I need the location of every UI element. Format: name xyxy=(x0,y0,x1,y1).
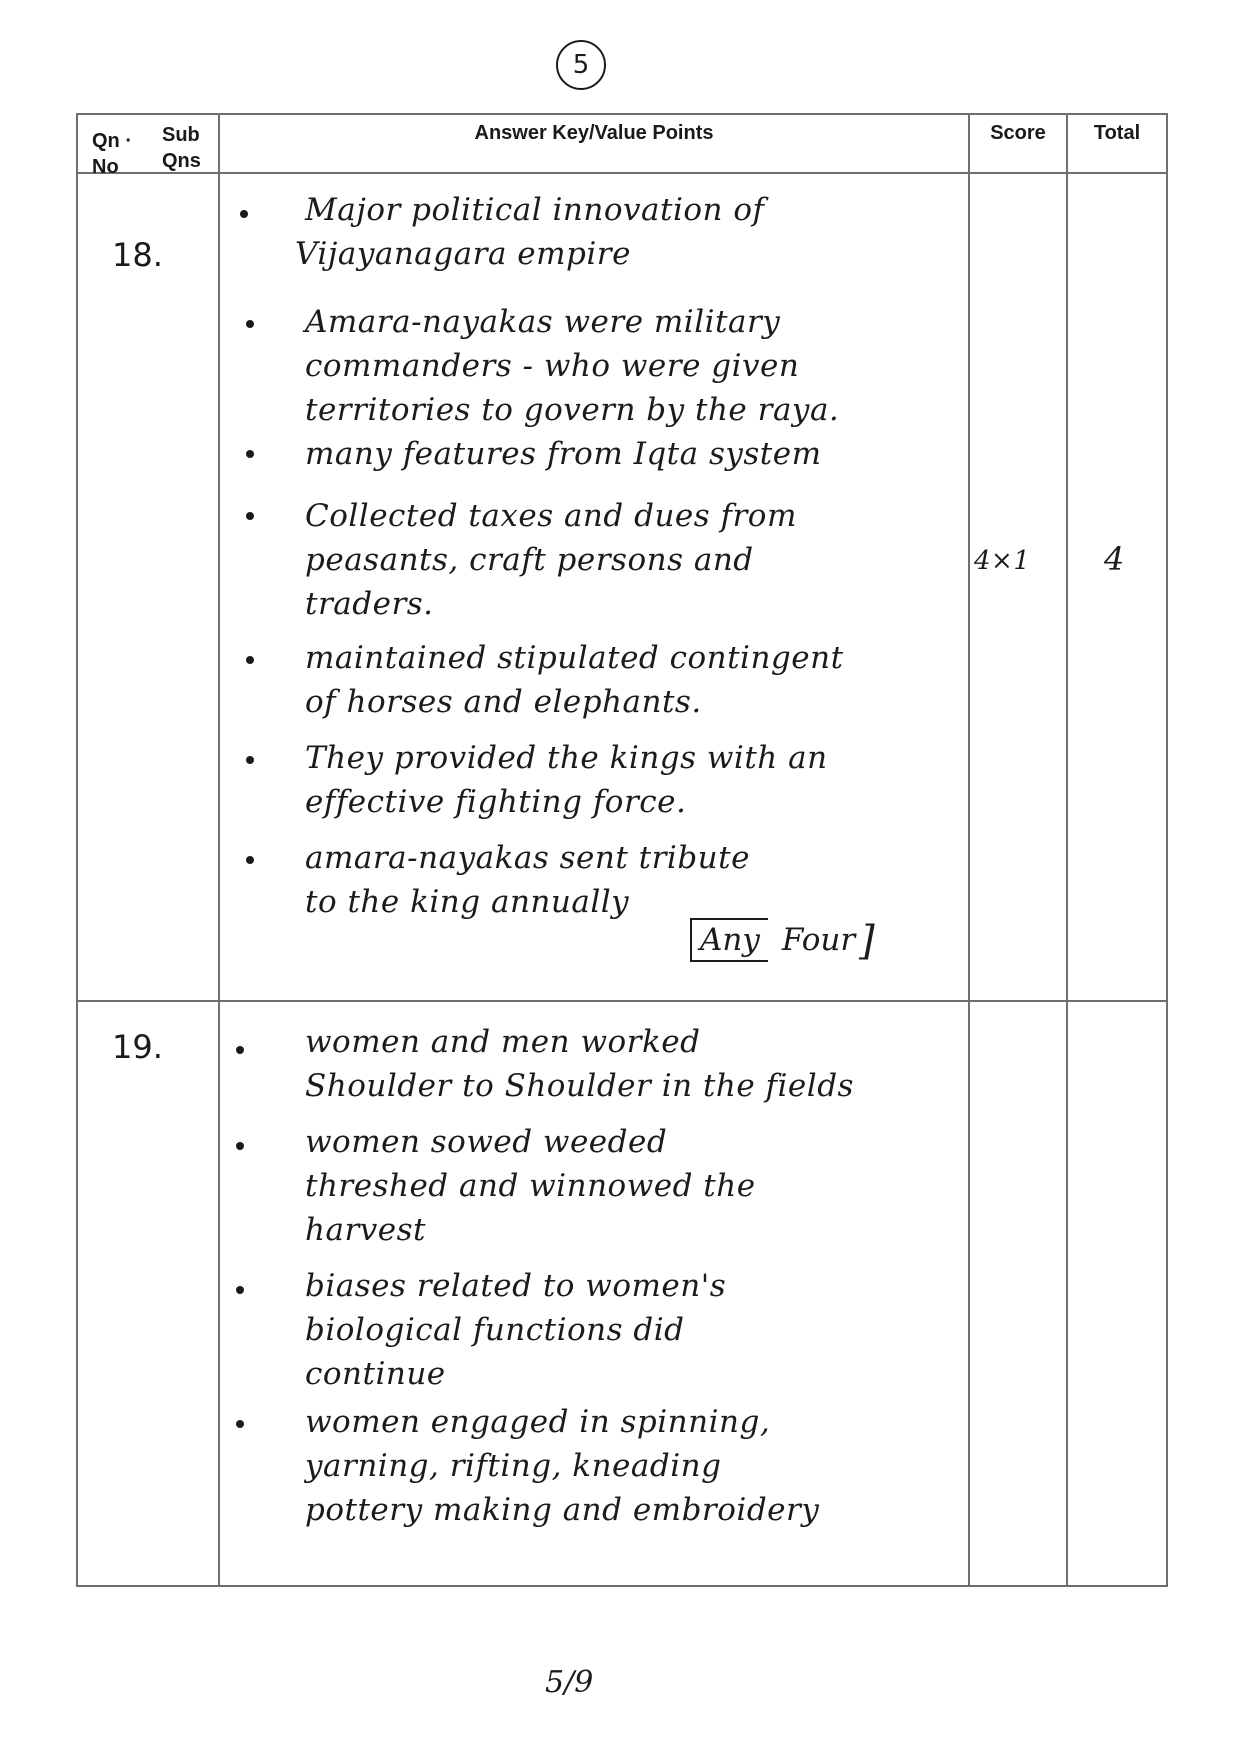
question-number-19: 19. xyxy=(112,1028,163,1066)
answer-line: harvest xyxy=(305,1212,426,1248)
answer-line: biases related to women's xyxy=(305,1268,727,1304)
table-border-bottom xyxy=(76,1585,1168,1587)
page-count-footer: 5/9 xyxy=(545,1665,594,1700)
answer-line: continue xyxy=(305,1356,446,1392)
bullet-icon xyxy=(240,210,248,218)
four-label: Four xyxy=(781,922,856,958)
q19-point xyxy=(305,1120,1025,1252)
page-number-marker: 5 xyxy=(556,40,606,90)
bullet-icon xyxy=(246,856,254,864)
header-sub-qns: Sub Qns xyxy=(162,124,201,172)
bullet-icon xyxy=(236,1420,244,1428)
column-divider-total xyxy=(1066,113,1068,1587)
table-border-top xyxy=(76,113,1168,115)
answer-line: Amara-nayakas were military xyxy=(305,304,781,340)
answer-line: women sowed weeded xyxy=(305,1124,668,1160)
answer-line: many features from Iqta system xyxy=(305,436,822,472)
answer-line: amara-nayakas sent tribute xyxy=(305,840,750,876)
answer-line: to the king annually xyxy=(305,884,630,920)
table-border-right xyxy=(1166,113,1168,1587)
answer-line: maintained stipulated contingent xyxy=(305,640,844,676)
column-divider-sub xyxy=(218,113,220,1587)
answer-line: peasants, craft persons and xyxy=(305,542,754,578)
answer-line: traders. xyxy=(305,586,434,622)
header-answer-key: Answer Key/Value Points xyxy=(474,122,714,144)
q19-point xyxy=(305,1020,1025,1108)
answer-line: Major political innovation of xyxy=(305,192,765,228)
bullet-icon xyxy=(246,320,254,328)
question-number-18: 18. xyxy=(112,236,163,274)
q18-point xyxy=(295,188,1025,276)
header-score: Score xyxy=(990,122,1046,144)
answer-line: threshed and winnowed the xyxy=(305,1168,756,1204)
bullet-icon xyxy=(246,512,254,520)
answer-line: pottery making and embroidery xyxy=(305,1492,820,1528)
answer-line: effective fighting force. xyxy=(305,784,687,820)
table-border-left xyxy=(76,113,78,1587)
answer-line: women engaged in spinning, xyxy=(305,1404,771,1440)
bullet-icon xyxy=(236,1142,244,1150)
answer-line: commanders - who were given xyxy=(305,348,800,384)
q18-point xyxy=(305,736,1025,824)
q18-point xyxy=(305,494,1025,626)
answer-line: women and men worked xyxy=(305,1024,701,1060)
q18-point xyxy=(305,636,1025,724)
q18-point xyxy=(305,432,1025,476)
q18-total: 4 xyxy=(1104,540,1125,578)
bullet-icon xyxy=(236,1286,244,1294)
answer-line: They provided the kings with an xyxy=(305,740,828,776)
header-divider xyxy=(76,172,1168,174)
answer-line: yarning, rifting, kneading xyxy=(305,1448,722,1484)
answer-line: Vijayanagara empire xyxy=(295,236,631,272)
any-four-note xyxy=(690,918,875,964)
bullet-icon xyxy=(246,656,254,664)
q18-point xyxy=(305,300,1025,432)
q18-point xyxy=(305,836,1025,924)
answer-line: Collected taxes and dues from xyxy=(305,498,797,534)
header-total: Total xyxy=(1093,122,1141,144)
answer-line: Shoulder to Shoulder in the fields xyxy=(305,1068,854,1104)
row-divider xyxy=(76,1000,1168,1002)
closing-bracket: ] xyxy=(859,918,875,964)
q18-score: 4×1 xyxy=(974,546,1031,576)
bullet-icon xyxy=(236,1046,244,1054)
q19-point xyxy=(305,1400,1025,1532)
answer-line: biological functions did xyxy=(305,1312,685,1348)
bullet-icon xyxy=(246,450,254,458)
q19-point xyxy=(305,1264,1025,1396)
bullet-icon xyxy=(246,756,254,764)
answer-line: territories to govern by the raya. xyxy=(305,392,840,428)
answer-line: of horses and elephants. xyxy=(305,684,702,720)
any-label: Any xyxy=(690,918,768,962)
header-qn-no: Qn · No xyxy=(92,130,132,178)
